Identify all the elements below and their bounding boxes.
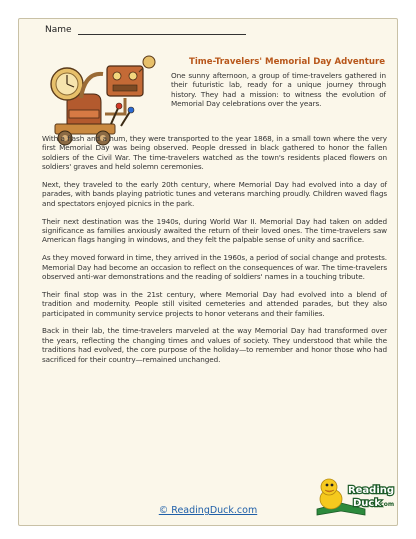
logo-reading-text: Reading — [347, 485, 395, 496]
intro-text — [171, 71, 386, 108]
logo-duck-text: Duck — [353, 498, 381, 509]
story-body — [42, 134, 387, 372]
logo-com-text: .com — [377, 501, 395, 508]
name-field[interactable] — [78, 25, 246, 35]
intro-paragraph: One sunny afternoon, a group of time-travelers gathered in their futuristic lab, ready for a unique journey through history. They had a mission: to witness the evolution of Memorial Day celebrations over the years. — [171, 71, 386, 109]
paragraph-1868: With a flash and a hum, they were transported to the year 1868, in a small town where the very first Memorial Day was being observed. People dressed in black gathered to honor the fallen soldiers of the Civil War. The time-travelers watched as the town's residents placed flowers on soldiers' graves and held solemn ceremonies. — [42, 134, 387, 172]
worksheet-page — [18, 18, 398, 526]
footer-link[interactable]: © ReadingDuck.com — [158, 505, 258, 516]
name-label: Name — [45, 25, 72, 35]
paragraph-conclusion: Back in their lab, the time-travelers marveled at the way Memorial Day had transformed over the years, reflecting the changing times and values of society. They understood that while the traditions had evolved, the core purpose of the holiday—to remember and honor those who had sacrificed for their country—remained unchanged. — [42, 326, 387, 364]
worksheet-title: Time-Travelers' Memorial Day Adventure — [189, 57, 386, 67]
name-row — [45, 25, 246, 35]
paragraph-21st-century: Their final stop was in the 21st century, where Memorial Day had evolved into a blend of tradition and modernity. People still visited cemeteries and attended parades, but they also participated in community service projects to honor veterans and their families. — [42, 289, 387, 318]
paragraph-20th-century: Next, they traveled to the early 20th century, where Memorial Day had evolved into a day of parades, with bands playing patriotic tunes and veterans marching proudly. Children waved flags and spectators enjoyed picnics in the park. — [42, 179, 387, 208]
paragraph-1960s: As they moved forward in time, they arrived in the 1960s, a period of social change and protests. Memorial Day had become an occasion to reflect on the consequences of war. The time-travelers observed anti-war demonstrations and the reading of soldiers' names in a touching tribute. — [42, 253, 387, 281]
paragraph-1940s: Their next destination was the 1940s, during World War II. Memorial Day had taken on added significance as families anxiously awaited the return of their loved ones. The time-travelers saw American flags hanging in windows, and they felt the palpable sense of unity and sacrifice. — [42, 216, 387, 245]
